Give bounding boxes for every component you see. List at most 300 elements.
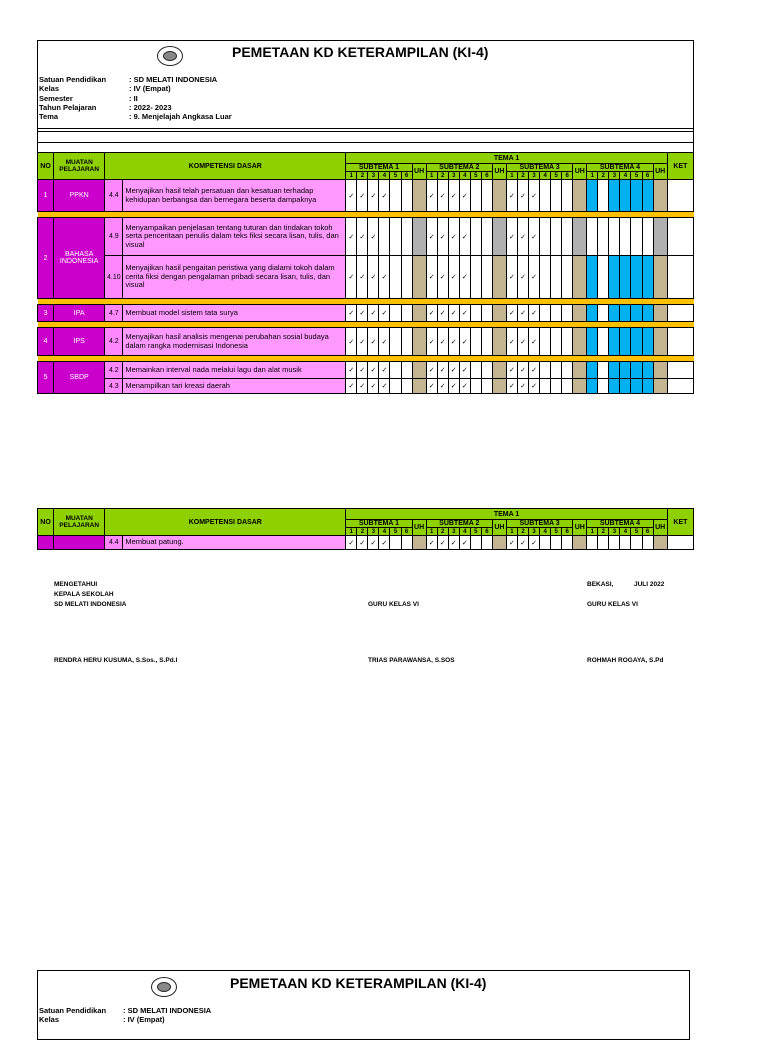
- empty-cell: [562, 218, 573, 256]
- empty-cell: [470, 305, 481, 322]
- uh-cell: [412, 180, 426, 212]
- subtema-header: SUBTEMA 1: [346, 164, 412, 172]
- check-mark: ✓: [379, 536, 390, 550]
- check-mark: ✓: [448, 218, 459, 256]
- day-header: 4: [379, 172, 390, 180]
- empty-cell: [587, 180, 598, 212]
- empty-cell: [598, 379, 609, 394]
- uh-cell: [492, 256, 506, 299]
- check-mark: ✓: [426, 218, 437, 256]
- day-header: 1: [506, 172, 517, 180]
- check-mark: ✓: [426, 328, 437, 356]
- day-header: 6: [481, 172, 492, 180]
- ket-cell: [667, 305, 693, 322]
- uh-cell: [653, 256, 667, 299]
- uh-header: UH: [573, 520, 587, 536]
- uh-cell: [492, 379, 506, 394]
- check-mark: ✓: [529, 218, 540, 256]
- col-header-muatan: MUATAN PELAJARAN: [54, 153, 105, 180]
- uh-cell: [573, 379, 587, 394]
- empty-cell: [598, 180, 609, 212]
- empty-cell: [609, 328, 620, 356]
- uh-cell: [412, 218, 426, 256]
- uh-header: UH: [653, 164, 667, 180]
- uh-cell: [412, 362, 426, 379]
- sign-line: MENGETAHUI: [54, 581, 98, 588]
- subtema-header: SUBTEMA 3: [506, 520, 572, 528]
- info-value: : 9. Menjelajah Angkasa Luar: [129, 112, 232, 122]
- check-mark: ✓: [379, 305, 390, 322]
- check-mark: ✓: [506, 256, 517, 299]
- check-mark: ✓: [368, 536, 379, 550]
- empty-cell: [609, 305, 620, 322]
- subject-cell: IPA: [54, 305, 105, 322]
- signature-date: JULI 2022: [634, 581, 665, 588]
- uh-header: UH: [492, 520, 506, 536]
- day-header: 3: [529, 172, 540, 180]
- day-header: 1: [346, 172, 357, 180]
- kd-code: 4.10: [105, 256, 123, 299]
- day-header: 4: [620, 172, 631, 180]
- day-header: 3: [368, 172, 379, 180]
- school-info: [39, 75, 232, 122]
- kd-text: Membuat model sistem tata surya: [123, 305, 346, 322]
- check-mark: ✓: [357, 536, 368, 550]
- ket-cell: [667, 536, 693, 550]
- empty-cell: [481, 379, 492, 394]
- info-label: Satuan Pendidikan: [39, 75, 107, 84]
- check-mark: ✓: [506, 362, 517, 379]
- empty-cell: [631, 362, 642, 379]
- empty-cell: [481, 256, 492, 299]
- empty-cell: [470, 180, 481, 212]
- uh-cell: [653, 362, 667, 379]
- school-logo-icon: [157, 46, 183, 66]
- empty-cell: [390, 218, 401, 256]
- day-header: 5: [631, 528, 642, 536]
- check-mark: ✓: [506, 379, 517, 394]
- empty-cell: [379, 218, 390, 256]
- check-mark: ✓: [529, 180, 540, 212]
- empty-cell: [609, 180, 620, 212]
- empty-cell: [609, 256, 620, 299]
- empty-cell: [598, 328, 609, 356]
- ket-cell: [667, 362, 693, 379]
- check-mark: ✓: [529, 362, 540, 379]
- check-mark: ✓: [346, 328, 357, 356]
- empty-cell: [587, 536, 598, 550]
- empty-cell: [642, 328, 653, 356]
- info-value: : IV (Empat): [123, 1015, 165, 1025]
- col-header-tema: TEMA 1: [346, 509, 667, 520]
- page1-line-b: [37, 142, 694, 143]
- uh-header: UH: [412, 164, 426, 180]
- kd-code: 4.4: [105, 180, 123, 212]
- empty-cell: [620, 218, 631, 256]
- day-header: 6: [642, 528, 653, 536]
- empty-cell: [631, 328, 642, 356]
- uh-cell: [573, 362, 587, 379]
- day-header: 4: [540, 172, 551, 180]
- info-label: Kelas: [39, 84, 60, 94]
- check-mark: ✓: [346, 362, 357, 379]
- empty-cell: [620, 328, 631, 356]
- kd-code: 4.7: [105, 305, 123, 322]
- empty-cell: [470, 379, 481, 394]
- empty-cell: [481, 362, 492, 379]
- day-header: 6: [562, 172, 573, 180]
- check-mark: ✓: [437, 218, 448, 256]
- empty-cell: [620, 305, 631, 322]
- check-mark: ✓: [437, 362, 448, 379]
- info-value: : SD MELATI INDONESIA: [129, 75, 218, 84]
- uh-cell: [573, 536, 587, 550]
- empty-cell: [470, 536, 481, 550]
- uh-cell: [492, 328, 506, 356]
- check-mark: ✓: [448, 536, 459, 550]
- uh-header: UH: [653, 520, 667, 536]
- empty-cell: [620, 180, 631, 212]
- empty-cell: [620, 379, 631, 394]
- check-mark: ✓: [346, 305, 357, 322]
- col-header-kd: KOMPETENSI DASAR: [105, 153, 346, 180]
- uh-cell: [412, 536, 426, 550]
- day-header: 5: [390, 172, 401, 180]
- check-mark: ✓: [518, 305, 529, 322]
- empty-cell: [642, 305, 653, 322]
- empty-cell: [598, 218, 609, 256]
- subtema-header: SUBTEMA 3: [506, 164, 572, 172]
- day-header: 6: [481, 528, 492, 536]
- empty-cell: [587, 305, 598, 322]
- check-mark: ✓: [448, 379, 459, 394]
- empty-cell: [551, 536, 562, 550]
- kd-code: 4.2: [105, 328, 123, 356]
- day-header: 2: [357, 528, 368, 536]
- uh-cell: [492, 536, 506, 550]
- signature-left-name: RENDRA HERU KUSUMA, S.Sos., S.Pd.I: [54, 657, 178, 664]
- empty-cell: [481, 218, 492, 256]
- check-mark: ✓: [518, 256, 529, 299]
- signature-place: BEKASI,: [587, 581, 614, 588]
- uh-cell: [492, 362, 506, 379]
- subtema-header: SUBTEMA 2: [426, 164, 492, 172]
- empty-cell: [642, 256, 653, 299]
- empty-cell: [540, 536, 551, 550]
- row-number: 2: [38, 218, 54, 299]
- check-mark: ✓: [529, 536, 540, 550]
- empty-cell: [551, 256, 562, 299]
- day-header: 4: [459, 528, 470, 536]
- uh-cell: [573, 180, 587, 212]
- empty-cell: [631, 218, 642, 256]
- empty-cell: [631, 180, 642, 212]
- empty-cell: [562, 362, 573, 379]
- empty-cell: [551, 305, 562, 322]
- ket-cell: [667, 328, 693, 356]
- check-mark: ✓: [529, 379, 540, 394]
- page-title: PEMETAAN KD KETERAMPILAN (KI-4): [230, 975, 487, 991]
- day-header: 5: [551, 528, 562, 536]
- check-mark: ✓: [426, 379, 437, 394]
- empty-cell: [390, 379, 401, 394]
- empty-cell: [587, 379, 598, 394]
- check-mark: ✓: [506, 180, 517, 212]
- empty-cell: [540, 256, 551, 299]
- check-mark: ✓: [459, 379, 470, 394]
- uh-cell: [573, 256, 587, 299]
- check-mark: ✓: [426, 536, 437, 550]
- check-mark: ✓: [437, 305, 448, 322]
- empty-cell: [598, 305, 609, 322]
- uh-header: UH: [492, 164, 506, 180]
- day-header: 2: [357, 172, 368, 180]
- row-number: 3: [38, 305, 54, 322]
- empty-cell: [598, 536, 609, 550]
- empty-cell: [401, 362, 412, 379]
- day-header: 1: [426, 172, 437, 180]
- uh-cell: [653, 536, 667, 550]
- check-mark: ✓: [346, 379, 357, 394]
- check-mark: ✓: [368, 305, 379, 322]
- col-header-no: NO: [38, 153, 54, 180]
- empty-cell: [481, 328, 492, 356]
- kd-code: 4.9: [105, 218, 123, 256]
- check-mark: ✓: [448, 256, 459, 299]
- ket-cell: [667, 256, 693, 299]
- empty-cell: [562, 536, 573, 550]
- page-title: PEMETAAN KD KETERAMPILAN (KI-4): [232, 44, 489, 60]
- info-label: Kelas: [39, 1015, 60, 1025]
- empty-cell: [551, 180, 562, 212]
- subject-cell: [54, 536, 105, 550]
- empty-cell: [587, 218, 598, 256]
- check-mark: ✓: [379, 362, 390, 379]
- check-mark: ✓: [448, 328, 459, 356]
- empty-cell: [390, 362, 401, 379]
- check-mark: ✓: [368, 180, 379, 212]
- check-mark: ✓: [459, 328, 470, 356]
- empty-cell: [470, 256, 481, 299]
- info-underline: [37, 128, 694, 129]
- uh-header: UH: [412, 520, 426, 536]
- kd-text: Menyajikan hasil telah persatuan dan kesatuan terhadap kehidupan berbangsa dan bernegara beserta dampaknya: [123, 180, 346, 212]
- empty-cell: [551, 362, 562, 379]
- check-mark: ✓: [346, 180, 357, 212]
- empty-cell: [642, 180, 653, 212]
- row-number: 1: [38, 180, 54, 212]
- info-value: : IV (Empat): [129, 84, 171, 94]
- uh-header: UH: [573, 164, 587, 180]
- check-mark: ✓: [448, 180, 459, 212]
- uh-cell: [653, 379, 667, 394]
- empty-cell: [540, 328, 551, 356]
- empty-cell: [470, 362, 481, 379]
- col-header-kd: KOMPETENSI DASAR: [105, 509, 346, 536]
- empty-cell: [401, 328, 412, 356]
- school-logo-icon: [151, 977, 177, 997]
- check-mark: ✓: [459, 256, 470, 299]
- empty-cell: [620, 362, 631, 379]
- day-header: 4: [459, 172, 470, 180]
- uh-cell: [492, 218, 506, 256]
- check-mark: ✓: [368, 218, 379, 256]
- empty-cell: [401, 536, 412, 550]
- subject-cell: PPKN: [54, 180, 105, 212]
- empty-cell: [642, 362, 653, 379]
- empty-cell: [481, 536, 492, 550]
- check-mark: ✓: [379, 256, 390, 299]
- info-label: Tahun Pelajaran: [39, 102, 97, 112]
- check-mark: ✓: [437, 328, 448, 356]
- col-header-ket: KET: [667, 153, 693, 180]
- empty-cell: [631, 256, 642, 299]
- empty-cell: [562, 328, 573, 356]
- uh-cell: [653, 328, 667, 356]
- row-number: 4: [38, 328, 54, 356]
- subject-cell: SBDP: [54, 362, 105, 394]
- day-header: 6: [401, 172, 412, 180]
- check-mark: ✓: [506, 305, 517, 322]
- check-mark: ✓: [518, 328, 529, 356]
- kd-text: Menyajikan hasil pengaitan peristiwa yang dialami tokoh dalam cerita fiksi dengan pengalaman pribadi secara lisan, tulis, dan visual: [123, 256, 346, 299]
- check-mark: ✓: [426, 256, 437, 299]
- day-header: 4: [620, 528, 631, 536]
- page1-line-a: [37, 131, 694, 132]
- empty-cell: [540, 362, 551, 379]
- day-header: 3: [448, 528, 459, 536]
- day-header: 5: [390, 528, 401, 536]
- empty-cell: [642, 536, 653, 550]
- empty-cell: [401, 256, 412, 299]
- empty-cell: [390, 328, 401, 356]
- empty-cell: [562, 305, 573, 322]
- uh-cell: [412, 328, 426, 356]
- check-mark: ✓: [357, 328, 368, 356]
- check-mark: ✓: [357, 362, 368, 379]
- col-header-no: NO: [38, 509, 54, 536]
- uh-cell: [573, 305, 587, 322]
- kd-text: Membuat patung.: [123, 536, 346, 550]
- day-header: 3: [368, 528, 379, 536]
- day-header: 2: [598, 528, 609, 536]
- empty-cell: [587, 256, 598, 299]
- check-mark: ✓: [437, 180, 448, 212]
- check-mark: ✓: [529, 328, 540, 356]
- empty-cell: [609, 536, 620, 550]
- ket-cell: [667, 379, 693, 394]
- empty-cell: [551, 379, 562, 394]
- subject-cell: IPS: [54, 328, 105, 356]
- kd-code: 4.3: [105, 379, 123, 394]
- check-mark: ✓: [379, 379, 390, 394]
- empty-cell: [401, 218, 412, 256]
- info-label: Tema: [39, 112, 59, 122]
- check-mark: ✓: [426, 305, 437, 322]
- day-header: 6: [401, 528, 412, 536]
- check-mark: ✓: [459, 362, 470, 379]
- empty-cell: [620, 256, 631, 299]
- check-mark: ✓: [426, 362, 437, 379]
- empty-cell: [562, 180, 573, 212]
- signature-middle-name: TRIAS PARAWANSA, S.SOS: [368, 657, 455, 664]
- uh-cell: [492, 180, 506, 212]
- info-value: : SD MELATI INDONESIA: [123, 1006, 212, 1015]
- check-mark: ✓: [426, 180, 437, 212]
- sign-line: KEPALA SEKOLAH: [54, 591, 114, 598]
- subtema-header: SUBTEMA 4: [587, 520, 653, 528]
- info-value: : 2022- 2023: [129, 102, 172, 112]
- ket-cell: [667, 218, 693, 256]
- check-mark: ✓: [379, 180, 390, 212]
- uh-cell: [492, 305, 506, 322]
- empty-cell: [609, 218, 620, 256]
- row-number: [38, 536, 54, 550]
- empty-cell: [401, 305, 412, 322]
- empty-cell: [609, 362, 620, 379]
- uh-cell: [412, 305, 426, 322]
- check-mark: ✓: [346, 536, 357, 550]
- day-header: 2: [437, 172, 448, 180]
- check-mark: ✓: [357, 218, 368, 256]
- day-header: 5: [551, 172, 562, 180]
- uh-cell: [573, 218, 587, 256]
- info-value: : II: [129, 93, 138, 103]
- check-mark: ✓: [506, 536, 517, 550]
- day-header: 5: [470, 172, 481, 180]
- kd-code: 4.4: [105, 536, 123, 550]
- check-mark: ✓: [437, 256, 448, 299]
- check-mark: ✓: [448, 305, 459, 322]
- check-mark: ✓: [448, 362, 459, 379]
- empty-cell: [551, 218, 562, 256]
- subtema-header: SUBTEMA 4: [587, 164, 653, 172]
- empty-cell: [470, 218, 481, 256]
- sign-line: SD MELATI INDONESIA: [54, 601, 127, 608]
- check-mark: ✓: [518, 362, 529, 379]
- empty-cell: [551, 328, 562, 356]
- check-mark: ✓: [518, 218, 529, 256]
- col-header-muatan: MUATAN PELAJARAN: [54, 509, 105, 536]
- school-info: [39, 1006, 212, 1025]
- uh-cell: [412, 379, 426, 394]
- subtema-header: SUBTEMA 2: [426, 520, 492, 528]
- check-mark: ✓: [357, 379, 368, 394]
- uh-cell: [653, 305, 667, 322]
- check-mark: ✓: [379, 328, 390, 356]
- empty-cell: [390, 305, 401, 322]
- empty-cell: [540, 305, 551, 322]
- empty-cell: [587, 328, 598, 356]
- uh-cell: [412, 256, 426, 299]
- kd-code: 4.2: [105, 362, 123, 379]
- empty-cell: [401, 379, 412, 394]
- empty-cell: [481, 180, 492, 212]
- check-mark: ✓: [518, 379, 529, 394]
- empty-cell: [631, 379, 642, 394]
- empty-cell: [390, 256, 401, 299]
- empty-cell: [540, 180, 551, 212]
- check-mark: ✓: [506, 218, 517, 256]
- check-mark: ✓: [459, 536, 470, 550]
- empty-cell: [609, 379, 620, 394]
- check-mark: ✓: [437, 536, 448, 550]
- check-mark: ✓: [529, 305, 540, 322]
- kd-mapping-table-continued: [37, 508, 694, 550]
- empty-cell: [631, 536, 642, 550]
- kd-text: Menyajikan hasil analisis mengenai perubahan sosial budaya dalam rangka modernisasi Indonesia: [123, 328, 346, 356]
- kd-text: Memainkan interval nada melalui lagu dan alat musik: [123, 362, 346, 379]
